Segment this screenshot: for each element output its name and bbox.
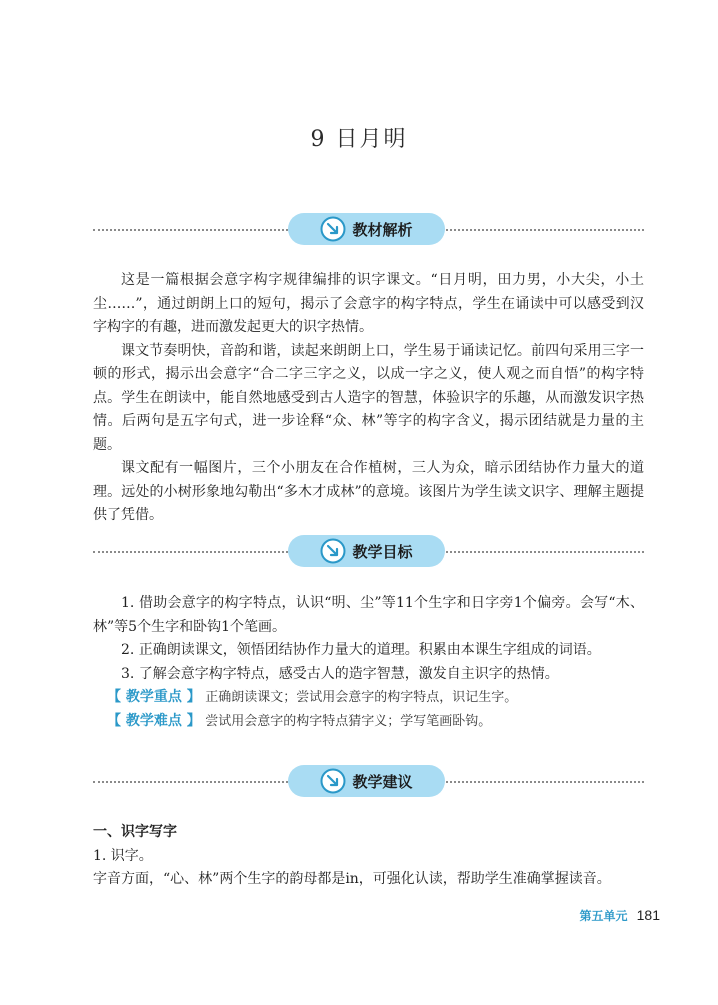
section-pill [288, 765, 445, 797]
difficult-point [93, 710, 644, 734]
page-number: 181 [636, 907, 660, 923]
key-point-tag: 【 教学重点 】 [107, 689, 201, 705]
section-header-advice [93, 765, 644, 799]
paragraph: 字音方面，“心、林”两个生字的韵母都是in，可强化认读，帮助学生准确掌握读音。 [93, 871, 611, 887]
difficult-point-text: 尝试用会意字的构字特点猜字义；学写笔画卧钩。 [205, 713, 492, 729]
section-header-analysis [93, 213, 644, 247]
advice-body [93, 821, 644, 892]
subsection-subheading: 1. 识字。 [93, 847, 153, 864]
arrow-circle-icon [320, 538, 346, 564]
subsection-heading: 一、识字写字 [93, 824, 177, 840]
key-point-text: 正确朗读课文；尝试用会意字的构字特点，识记生字。 [205, 690, 518, 705]
goal-item: 3. 了解会意字构字特点，感受古人的造字智慧，激发自主识字的热情。 [121, 665, 559, 682]
section-pill [288, 213, 445, 245]
arrow-circle-icon [320, 768, 346, 794]
analysis-body [93, 269, 644, 528]
difficult-point-tag: 【 教学难点 】 [107, 712, 201, 729]
unit-label: 第五单元 [579, 909, 628, 923]
paragraph: 这是一篇根据会意字构字规律编排的识字课文。“日月明，田力男，小大尖，小土尘……”，通过朗朗上口的短句，揭示了会意字的构字特点，学生在诵读中可以感受到汉字构字的有趣，进而激发起更大的识字热情。 [93, 272, 644, 335]
paragraph: 课文配有一幅图片，三个小朋友在合作植树，三人为众，暗示团结协作力量大的道理。远处的小树形象地勾勒出“多木才成林”的意境。该图片为学生读文识字、理解主题提供了凭借。 [93, 460, 644, 523]
goal-item: 2. 正确朗读课文，领悟团结协作力量大的道理。积累由本课生字组成的词语。 [121, 642, 601, 658]
section-title: 教材解析 [352, 220, 413, 239]
section-title: 教学目标 [352, 542, 413, 561]
section-title: 教学建议 [352, 772, 413, 791]
arrow-circle-icon [320, 216, 346, 242]
key-point [93, 686, 644, 710]
paragraph: 课文节奏明快，音韵和谐，读起来朗朗上口，学生易于诵读记忆。前四句采用三字一顿的形式，揭示出会意字“合二字三字之义，以成一字之义，使人观之而自悟”的构字特点。学生在朗读中，能自然地感受到古人造字的智慧，体验识字的乐趣，从而激发识字热情。后两句是五字句式，进一步诠释“众、林”等字的构字含义，揭示团结就是力量的主题。 [93, 342, 644, 453]
section-header-goals [93, 535, 644, 569]
goals-body [93, 592, 644, 733]
goal-item: 1. 借助会意字的构字特点，认识“明、尘”等11个生字和日字旁1个偏旁。会写“木、林”等5个生字和卧钩1个笔画。 [93, 595, 644, 635]
section-pill [288, 535, 445, 567]
page-footer [540, 905, 660, 924]
page-title: 9 日月明 [310, 127, 408, 152]
